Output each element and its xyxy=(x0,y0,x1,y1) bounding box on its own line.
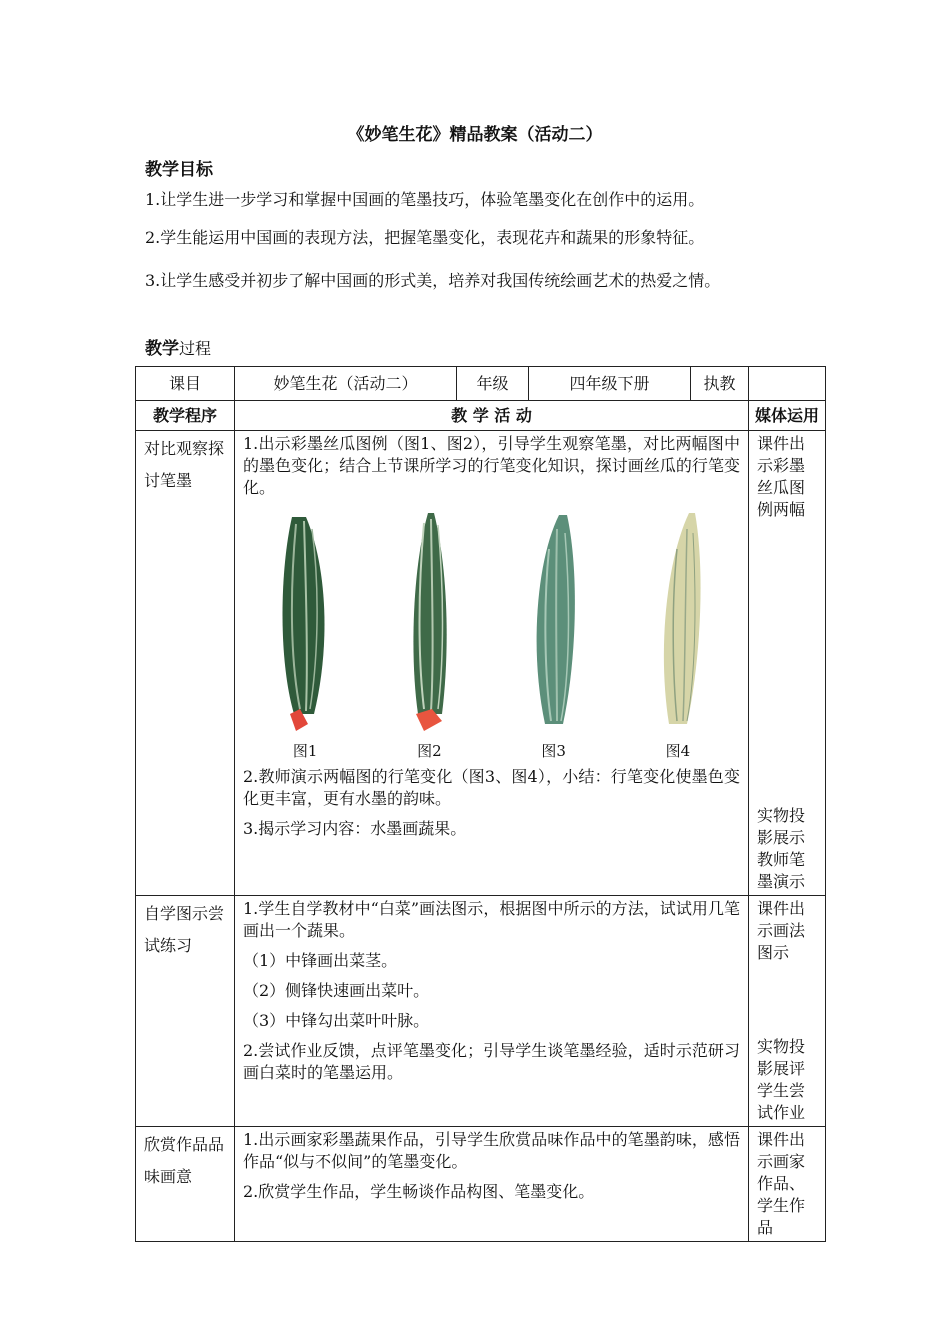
header-media: 媒体运用 xyxy=(749,401,826,431)
stage-cell: 对比观察探讨笔墨 xyxy=(136,431,235,896)
figure-2 xyxy=(379,509,479,762)
course-value: 妙笔生花（活动二） xyxy=(235,367,457,401)
goal-3: 3.让学生感受并初步了解中国画的形式美，培养对我国传统绘画艺术的热爱之情。 xyxy=(145,271,721,290)
media-text: 课件出示画家作品、学生作品 xyxy=(757,1130,806,1237)
activity-text: 3.揭示学习内容：水墨画蔬果。 xyxy=(243,819,467,838)
activity-step: （1）中锋画出菜茎。 xyxy=(243,951,398,970)
figure-strip xyxy=(243,509,740,762)
figure-label: 图4 xyxy=(665,742,691,760)
stage-cell: 欣赏作品品味画意 xyxy=(136,1127,235,1242)
loofah-dark-image xyxy=(270,509,340,734)
page-title: 《妙笔生花》精品教案（活动二） xyxy=(347,125,603,145)
figure-3 xyxy=(504,509,604,762)
header-activity: 教 学 活 动 xyxy=(235,401,749,431)
activity-cell xyxy=(235,431,749,896)
grade-label: 年级 xyxy=(457,367,529,401)
process-heading-rest: 过程 xyxy=(179,339,212,358)
teacher-label: 执教 xyxy=(691,367,749,401)
process-heading-bold: 教学 xyxy=(145,339,179,359)
figure-4 xyxy=(628,509,728,762)
loofah-mid-image xyxy=(394,509,464,734)
activity-cell xyxy=(235,896,749,1127)
activity-text: 1.出示彩墨丝瓜图例（图1、图2），引导学生观察笔墨，对比两幅图中的墨色变化；结合上节课所学习的行笔变化知识，探讨画丝瓜的行笔变化。 xyxy=(243,434,740,497)
process-heading xyxy=(145,334,211,359)
header-procedure: 教学程序 xyxy=(136,401,235,431)
goal-2: 2.学生能运用中国画的表现方法，把握笔墨变化，表现花卉和蔬果的形象特征。 xyxy=(145,228,705,247)
activity-step: （2）侧锋快速画出菜叶。 xyxy=(243,981,430,1000)
stage-cell: 自学图示尝试练习 xyxy=(136,896,235,1127)
media-cell xyxy=(749,896,826,1127)
figure-1 xyxy=(255,509,355,762)
header-row xyxy=(136,401,826,431)
activity-step: （3）中锋勾出菜叶叶脉。 xyxy=(243,1011,430,1030)
loofah-light-image xyxy=(643,509,713,734)
media-text: 课件出示画法图示 xyxy=(757,899,806,962)
loofah-teal-image xyxy=(519,509,589,734)
media-text: 课件出示彩墨丝瓜图例两幅 xyxy=(757,434,806,519)
goal-1: 1.让学生进一步学习和掌握中国画的笔墨技巧，体验笔墨变化在创作中的运用。 xyxy=(145,190,705,209)
media-cell xyxy=(749,431,826,896)
activity-text: 2.尝试作业反馈，点评笔墨变化；引导学生谈笔墨经验，适时示范研习画白菜时的笔墨运用。 xyxy=(243,1041,740,1082)
table-row xyxy=(136,896,826,1127)
lesson-table xyxy=(135,366,826,1242)
figure-label: 图2 xyxy=(417,742,442,760)
activity-text: 1.出示画家彩墨蔬果作品，引导学生欣赏品味作品中的笔墨韵味，感悟作品“似与不似间”的笔墨变化。 xyxy=(243,1130,740,1171)
activity-text: 1.学生自学教材中“白菜”画法图示，根据图中所示的方法，试试用几笔画出一个蔬果。 xyxy=(243,899,740,940)
media-cell xyxy=(749,1127,826,1242)
teacher-value xyxy=(749,367,826,401)
activity-cell xyxy=(235,1127,749,1242)
goals-heading: 教学目标 xyxy=(145,160,213,180)
grade-value: 四年级下册 xyxy=(529,367,691,401)
figure-label: 图3 xyxy=(541,742,566,760)
media-text: 实物投影展示教师笔墨演示 xyxy=(757,806,806,891)
info-row xyxy=(136,367,826,401)
table-row xyxy=(136,431,826,896)
media-text: 实物投影展评学生尝试作业 xyxy=(757,1037,806,1122)
table-row xyxy=(136,1127,826,1242)
activity-text: 2.教师演示两幅图的行笔变化（图3、图4），小结：行笔变化使墨色变化更丰富，更有水墨的韵味。 xyxy=(243,767,740,808)
figure-label: 图1 xyxy=(292,742,318,760)
course-label: 课目 xyxy=(136,367,235,401)
activity-text: 2.欣赏学生作品，学生畅谈作品构图、笔墨变化。 xyxy=(243,1182,595,1201)
